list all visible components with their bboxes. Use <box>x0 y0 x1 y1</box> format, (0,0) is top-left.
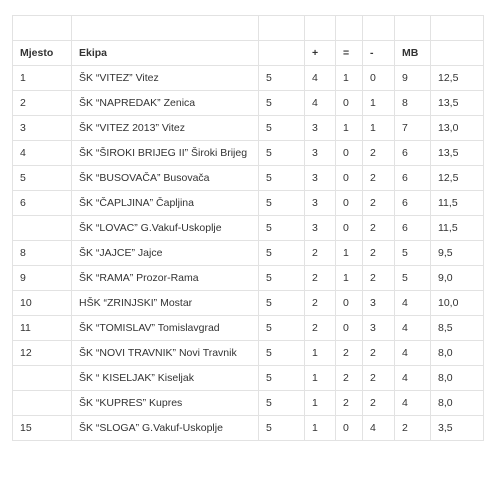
cell-played: 5 <box>259 291 305 316</box>
cell-wins: 1 <box>305 391 336 416</box>
cell-mb: 5 <box>395 241 431 266</box>
cell-place: 8 <box>13 241 72 266</box>
table-row <box>13 391 484 416</box>
cell-mb: 6 <box>395 191 431 216</box>
cell-points: 13,5 <box>431 141 484 166</box>
cell-team: ŠK “NAPREDAK” Zenica <box>72 91 259 116</box>
header-losses: - <box>363 41 395 66</box>
cell-points: 3,5 <box>431 416 484 441</box>
cell-place <box>13 216 72 241</box>
table-row <box>13 66 484 91</box>
header-mb: MB <box>395 41 431 66</box>
cell-place <box>13 366 72 391</box>
cell-team: ŠK “LOVAC” G.Vakuf-Uskoplje <box>72 216 259 241</box>
cell-wins: 3 <box>305 191 336 216</box>
cell-losses: 2 <box>363 391 395 416</box>
cell-draws: 2 <box>336 366 363 391</box>
header-played <box>259 41 305 66</box>
cell-played: 5 <box>259 116 305 141</box>
cell-played: 5 <box>259 341 305 366</box>
cell-place: 6 <box>13 191 72 216</box>
empty-top-row <box>13 16 484 41</box>
header-place: Mjesto <box>13 41 72 66</box>
cell-team: ŠK “NOVI TRAVNIK” Novi Travnik <box>72 341 259 366</box>
cell-mb: 5 <box>395 266 431 291</box>
cell-draws: 0 <box>336 166 363 191</box>
table-row <box>13 216 484 241</box>
header-points <box>431 41 484 66</box>
cell-points: 12,5 <box>431 66 484 91</box>
cell-mb: 4 <box>395 316 431 341</box>
cell-played: 5 <box>259 266 305 291</box>
cell-losses: 2 <box>363 266 395 291</box>
table-row <box>13 241 484 266</box>
cell-wins: 1 <box>305 416 336 441</box>
cell-played: 5 <box>259 366 305 391</box>
cell-losses: 2 <box>363 216 395 241</box>
header-draws: = <box>336 41 363 66</box>
cell-draws: 0 <box>336 141 363 166</box>
cell-wins: 1 <box>305 341 336 366</box>
table-row <box>13 416 484 441</box>
cell-team: ŠK “TOMISLAV” Tomislavgrad <box>72 316 259 341</box>
cell-draws: 1 <box>336 241 363 266</box>
cell-points: 8,0 <box>431 366 484 391</box>
cell-points: 9,0 <box>431 266 484 291</box>
cell-losses: 0 <box>363 66 395 91</box>
cell-points: 9,5 <box>431 241 484 266</box>
cell-points: 8,5 <box>431 316 484 341</box>
cell-team: HŠK “ZRINJSKI” Mostar <box>72 291 259 316</box>
cell-place: 9 <box>13 266 72 291</box>
cell-losses: 2 <box>363 191 395 216</box>
cell-place: 3 <box>13 116 72 141</box>
cell-place: 4 <box>13 141 72 166</box>
cell-mb: 2 <box>395 416 431 441</box>
cell-draws: 2 <box>336 341 363 366</box>
cell-team: ŠK “ČAPLJINA” Čapljina <box>72 191 259 216</box>
cell-mb: 4 <box>395 291 431 316</box>
cell-played: 5 <box>259 416 305 441</box>
cell-mb: 4 <box>395 391 431 416</box>
cell-played: 5 <box>259 166 305 191</box>
cell-played: 5 <box>259 91 305 116</box>
cell-mb: 6 <box>395 166 431 191</box>
cell-draws: 0 <box>336 316 363 341</box>
cell-wins: 3 <box>305 116 336 141</box>
table-row <box>13 291 484 316</box>
cell-draws: 1 <box>336 116 363 141</box>
table-row <box>13 316 484 341</box>
cell-mb: 4 <box>395 341 431 366</box>
cell-place: 10 <box>13 291 72 316</box>
cell-losses: 1 <box>363 116 395 141</box>
cell-team: ŠK “VITEZ 2013” Vitez <box>72 116 259 141</box>
cell-draws: 2 <box>336 391 363 416</box>
cell-wins: 2 <box>305 241 336 266</box>
cell-played: 5 <box>259 241 305 266</box>
cell-losses: 2 <box>363 341 395 366</box>
cell-losses: 2 <box>363 141 395 166</box>
cell-losses: 2 <box>363 241 395 266</box>
cell-place: 5 <box>13 166 72 191</box>
cell-draws: 0 <box>336 191 363 216</box>
cell-wins: 3 <box>305 216 336 241</box>
cell-draws: 1 <box>336 66 363 91</box>
cell-team: ŠK “KUPRES” Kupres <box>72 391 259 416</box>
cell-points: 11,5 <box>431 191 484 216</box>
cell-team: ŠK “ŠIROKI BRIJEG II” Široki Brijeg <box>72 141 259 166</box>
cell-team: ŠK “VITEZ” Vitez <box>72 66 259 91</box>
cell-mb: 7 <box>395 116 431 141</box>
cell-team: ŠK “SLOGA” G.Vakuf-Uskoplje <box>72 416 259 441</box>
cell-wins: 4 <box>305 91 336 116</box>
header-team: Ekipa <box>72 41 259 66</box>
cell-team: ŠK “RAMA” Prozor-Rama <box>72 266 259 291</box>
cell-wins: 4 <box>305 66 336 91</box>
cell-team: ŠK “JAJCE” Jajce <box>72 241 259 266</box>
cell-wins: 2 <box>305 291 336 316</box>
cell-mb: 6 <box>395 216 431 241</box>
header-wins: + <box>305 41 336 66</box>
cell-wins: 2 <box>305 266 336 291</box>
table-row <box>13 266 484 291</box>
cell-wins: 3 <box>305 141 336 166</box>
cell-wins: 3 <box>305 166 336 191</box>
cell-points: 12,5 <box>431 166 484 191</box>
cell-place: 12 <box>13 341 72 366</box>
cell-played: 5 <box>259 66 305 91</box>
cell-losses: 2 <box>363 366 395 391</box>
table-row <box>13 141 484 166</box>
cell-place <box>13 391 72 416</box>
cell-points: 8,0 <box>431 341 484 366</box>
cell-points: 11,5 <box>431 216 484 241</box>
cell-place: 1 <box>13 66 72 91</box>
cell-wins: 1 <box>305 366 336 391</box>
cell-played: 5 <box>259 141 305 166</box>
table-row <box>13 116 484 141</box>
cell-team: ŠK “BUSOVAČA” Busovača <box>72 166 259 191</box>
cell-draws: 0 <box>336 91 363 116</box>
cell-losses: 3 <box>363 291 395 316</box>
cell-losses: 3 <box>363 316 395 341</box>
cell-played: 5 <box>259 191 305 216</box>
cell-losses: 4 <box>363 416 395 441</box>
cell-mb: 4 <box>395 366 431 391</box>
cell-place: 15 <box>13 416 72 441</box>
cell-draws: 1 <box>336 266 363 291</box>
standings-container <box>12 15 484 441</box>
cell-played: 5 <box>259 216 305 241</box>
table-row <box>13 366 484 391</box>
cell-draws: 0 <box>336 291 363 316</box>
cell-losses: 2 <box>363 166 395 191</box>
cell-played: 5 <box>259 391 305 416</box>
cell-points: 13,5 <box>431 91 484 116</box>
cell-losses: 1 <box>363 91 395 116</box>
table-row <box>13 166 484 191</box>
cell-wins: 2 <box>305 316 336 341</box>
cell-played: 5 <box>259 316 305 341</box>
cell-team: ŠK “ KISELJAK” Kiseljak <box>72 366 259 391</box>
cell-points: 10,0 <box>431 291 484 316</box>
cell-draws: 0 <box>336 216 363 241</box>
cell-mb: 9 <box>395 66 431 91</box>
header-row <box>13 41 484 66</box>
cell-points: 13,0 <box>431 116 484 141</box>
cell-draws: 0 <box>336 416 363 441</box>
standings-table <box>12 15 484 441</box>
table-row <box>13 341 484 366</box>
cell-mb: 8 <box>395 91 431 116</box>
table-row <box>13 191 484 216</box>
cell-place: 2 <box>13 91 72 116</box>
cell-points: 8,0 <box>431 391 484 416</box>
table-row <box>13 91 484 116</box>
cell-mb: 6 <box>395 141 431 166</box>
cell-place: 11 <box>13 316 72 341</box>
